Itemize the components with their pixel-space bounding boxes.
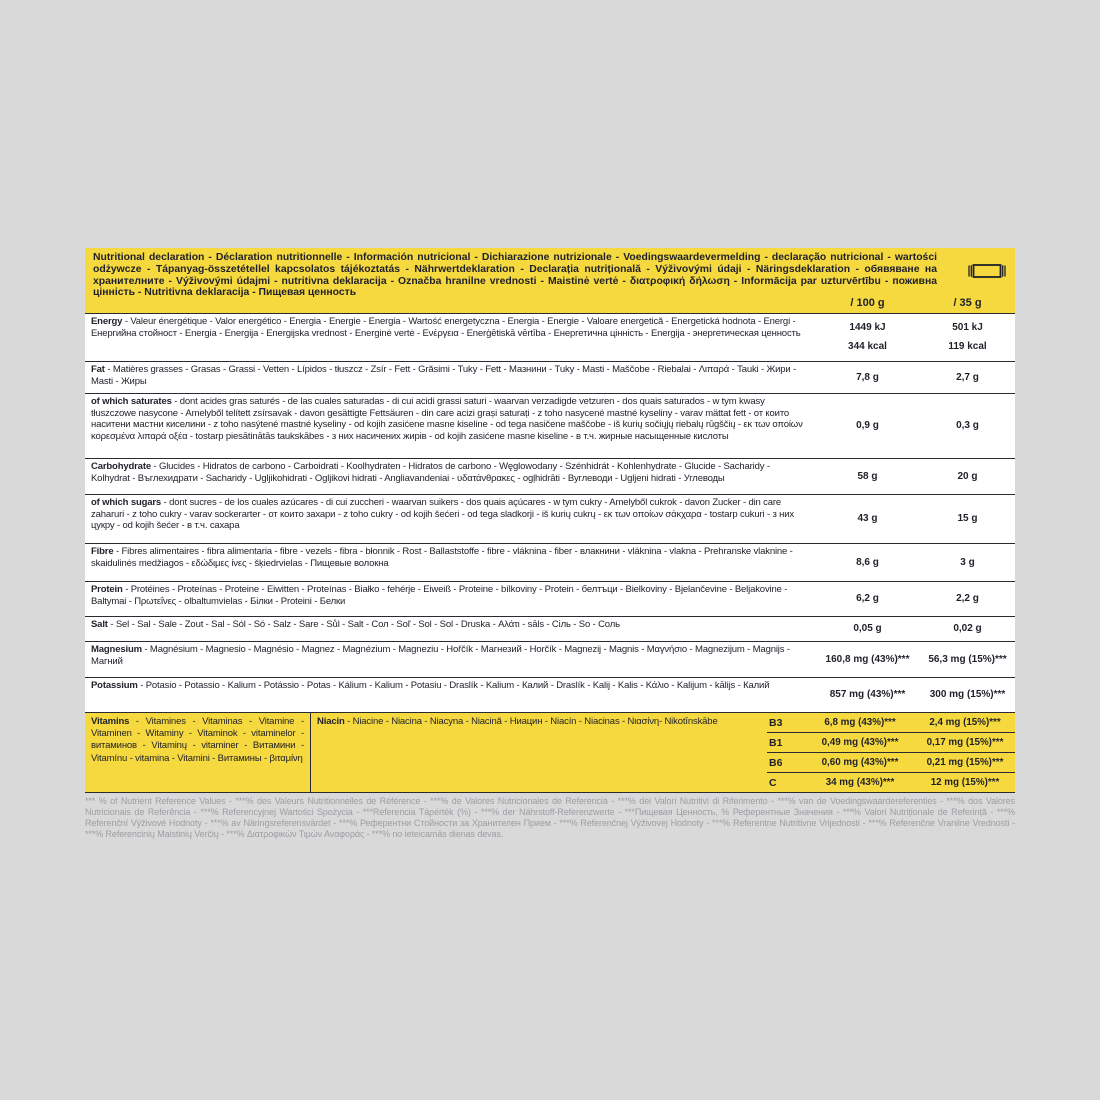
nutrition-row-saturates (85, 393, 1015, 458)
vitamins-label: Vitamins - Vitamines - Vitaminas - Vitamine - Vitaminen - Witaminy - Vitaminok - vitaminelor - витаминов - Vitaminų - vitaminer - Витамини - Vitamínu - vitamina - Vitamini - Витамины - βιταμίνη (85, 713, 311, 792)
column-headers (815, 298, 1015, 310)
nutrition-row-protein (85, 581, 1015, 616)
value-per-100g: 7,8 g (856, 371, 879, 383)
value-per-100g: 0,49 mg (43%)*** (821, 737, 899, 748)
row-label: Salt - Sel - Sal - Sale - Zout - Sal - Sól - Só - Salz - Sare - Sůl - Salt - Сол - Soľ - Sol - Sol - Druska - Αλάτι - sāls - Сіль - So - Соль (91, 619, 620, 630)
energy-bar-wrapper-icon (937, 252, 1007, 286)
value-per-35g: 2,2 g (956, 593, 979, 604)
value-per-100g: 6,8 mg (43%)*** (824, 717, 896, 728)
value-per-100g: 43 g (857, 513, 878, 524)
value-per-35g: 2,7 g (956, 371, 979, 383)
vitamin-row-b1 (767, 732, 1015, 752)
nutrition-row-fat (85, 361, 1015, 393)
vitamin-code: B6 (769, 756, 783, 769)
nutrition-declaration-table (85, 248, 1015, 793)
row-label: Fat - Matières grasses - Grasas - Grassi - Vetten - Lípidos - tłuszcz - Zsír - Fett - Grăsimi - Tuky - Fett - Мазнини - Tuky - Masti - Maščobe - Riebalai - Λιπαρά - Tauki - Жири - Masti - Жиры (91, 364, 797, 387)
row-label: of which sugars - dont sucres - de los cuales azúcares - di cui zuccheri - waarvan suikers - dos quais açúcares - w tym cukry - Amelyből cukrok - davon Zucker - din care zaharuri - z toho cukry - varav sockerarter - от които захари - z toho cukry - od kojih šećeri - od tega sladkorji - iš kurių cukrų - εκ των οποίων σάκχαρα - tostarp cukuri - з них цукру - od kojih šećer - в т.ч. сахара (91, 497, 795, 532)
value-per-100g: 160,8 mg (43%)*** (825, 653, 910, 665)
value-per-35g: 15 g (957, 513, 978, 524)
row-label: Energy - Valeur énergétique - Valor energético - Energia - Energie - Energia - Wartość energetyczna - Energia - Energie - Valoare energetică - Energetická hodnota - Energi - Енергийна стойност - Energia - Energija - Energijska vrednost - Energinė vertė - Ενέργεια - Enerģētiskā vērtība - Енергетична цінність - Energija - энергетическая ценность (91, 316, 801, 339)
value-per-35g: 300 mg (15%)*** (929, 689, 1006, 700)
value-per-35g: 12 mg (15%)*** (930, 777, 1000, 788)
value-per-100g: 1449 kJ 344 kcal (848, 321, 887, 353)
row-label: of which saturates - dont acides gras saturés - de las cuales saturadas - di cui acidi grassi saturi - waarvan verzadigde vetzuren - dos quais saturados - w tym kwasy tłuszczowe nasycone - Amelyből telített zsírsavak - davon gesättigte Fettsäuren - din care acizi grași saturați - z toho nasycené mastné kyseliny - varav mättat fett - от които наситени мастни киселини - z toho nasýtené mastné kyseliny - od kojih zasićene masne kiseline - od tega nasičene maščobe - iš kurių sočiųjų riebalų rūgščių - εκ των οποίων κορεσμένα λιπαρά οξέα - tostarp piesātinātās taukskābes - з них насичених жирів - od kojih zasićene masne kiseline - в т.ч. жирные насыщенные кислоты (91, 396, 803, 442)
vitamin-code: C (769, 776, 777, 789)
value-per-100g: 0,05 g (853, 623, 882, 634)
col-per-35g: / 35 g (953, 297, 982, 310)
nutrition-row-fibre (85, 543, 1015, 581)
col-per-100g: / 100 g (850, 297, 885, 310)
niacin-label: Niacin - Niacine - Niacina - Niacyna - Niacină - Ниацин - Niacín - Niacinas - Νιασίνη- Nikotīnskābe (317, 716, 718, 727)
row-label: Carbohydrate - Glucides - Hidratos de carbono - Carboidrati - Koolhydraten - Hidratos de carbono - Węglowodany - Szénhidrát - Kohlenhydrate - Glucide - Sacharidy - Kolhydrat - Въглехидрати - Sacharidy - Ugljikohidrati - Ogljikovi hidrati - Angliavandeniai - υδατάνθρακες - ogļhidrāti - Вуглеводи - Ugljeni hidrati - Углеводы (91, 461, 770, 484)
vitamin-code: B3 (769, 716, 783, 729)
value-per-100g: 8,6 g (856, 556, 879, 568)
vitamin-row-b3 (767, 713, 1015, 732)
value-per-100g: 0,60 mg (43%)*** (821, 757, 899, 768)
vitamins-values (767, 713, 1015, 792)
value-per-100g: 6,2 g (856, 593, 879, 604)
nutrition-row-salt (85, 616, 1015, 641)
nutrition-row-carbohydrate (85, 458, 1015, 494)
nrv-footnote: *** % of Nutrient Reference Values - ***% des Valeurs Nutritionnelles de Référence - ***% de Valores Nutricionales de Referencia - ***% dei Valori Nutritivi di Riferimento - ***% van de Voedingswaardereferenties - ***% dos Valores Nutricionais de Referência - ***% Referencyjnej Wartości Spożycia - ***Referencia Tápérték (%) - ***% der Nährstoff-Referenzwerte - ***Пищевая Ценность, % Референтные Значения - ***% Valori Nutriționale de Referință - ***% Referenční Výživové Hodnoty - ***% av Näringsreferensvärdet - ***% Референтни Стойности за Хранителен Прием - ***% Referenčnej Výživovej Hodnoty - ***% Referentne Nutritivne Vrijednosti - ***% Referenčne Vranilne Vrednosti - ***% Referencinių Maistinių Verčių - ***% Διατροφικών Τιμών Αναφοράς - ***% no ieteicamās dienas devas. (85, 796, 1015, 839)
value-per-100g: 34 mg (43%)*** (825, 777, 895, 788)
value-per-35g: 56,3 mg (15%)*** (928, 653, 1007, 665)
value-per-35g: 2,4 mg (15%)*** (929, 717, 1001, 728)
value-per-35g: 0,21 mg (15%)*** (926, 757, 1004, 768)
value-per-35g: 0,17 mg (15%)*** (926, 737, 1004, 748)
vitamin-row-c (767, 772, 1015, 792)
value-per-35g: 0,02 g (953, 623, 982, 634)
header-title: Nutritional declaration - Déclaration nutritionnelle - Información nutricional - Dichiarazione nutrizionale - Voedingswaardevermelding - declaração nutricional - wartości odżywcze - Tápanyag-összetétellel kapcsolatos tájékoztatás - Nährwertdeklaration - Declarația nutrițională - Výživovými údaji - Näringsdeklaration - обявяване на хранителните - Výživovými údajmi - nutritivna deklaracija - Označba hranilne vrednosti - Maistinė vertė - διατροφική δήλωση - Informācija par uzturvērtību - поживна цінність - Nutritivna deklaracija - Пищевая ценность (93, 252, 937, 299)
vitamins-section (85, 712, 1015, 793)
table-header (85, 248, 1015, 313)
nutrition-row-sugars (85, 494, 1015, 543)
value-per-35g: 0,3 g (956, 420, 979, 431)
vitamin-code: B1 (769, 736, 783, 749)
value-per-35g: 3 g (960, 556, 975, 568)
value-per-100g: 0,9 g (856, 420, 879, 431)
row-label: Magnesium - Magnésium - Magnesio - Magnésio - Magnez - Magnézium - Magneziu - Hořčík - Магнезий - Horčík - Magnezij - Magnis - Μαγνήσιο - Magnezijum - Magnijs - Магний (91, 644, 790, 667)
value-per-100g: 857 mg (43%)*** (829, 689, 906, 700)
nutrition-row-energy (85, 313, 1015, 361)
vitamin-row-b6 (767, 752, 1015, 772)
value-per-35g: 20 g (957, 470, 978, 482)
row-label: Potassium - Potasio - Potassio - Kalium - Potássio - Potas - Kálium - Kalium - Potasiu - Draslík - Kalium - Калий - Draslík - Kalij - Kalis - Κάλιο - Kalijum - kālijs - Калий (91, 680, 770, 691)
value-per-35g: 501 kJ 119 kcal (948, 321, 987, 353)
row-label: Fibre - Fibres alimentaires - fibra alimentaria - fibre - vezels - fibra - błonnik - Rost - Ballaststoffe - fibre - vláknina - fiber - влакнини - vláknina - vlakna - Prehranske vlaknine - skaidulinės medžiagos - εδώδιμες ίνες - šķiedrvielas - Пищевые волокна (91, 546, 793, 569)
row-label: Protein - Protéines - Proteínas - Proteine - Eiwitten - Proteínas - Białko - fehérje - Eiweiß - Proteine - bílkoviny - Protein - белтъци - Bielkoviny - Bjelančevine - Beljakovine - Baltymai - Πρωτεΐνες - olbaltumvielas - Білки - Proteini - Белки (91, 584, 788, 607)
nutrition-row-magnesium (85, 641, 1015, 677)
nutrition-row-potassium (85, 677, 1015, 712)
value-per-100g: 58 g (857, 470, 878, 482)
